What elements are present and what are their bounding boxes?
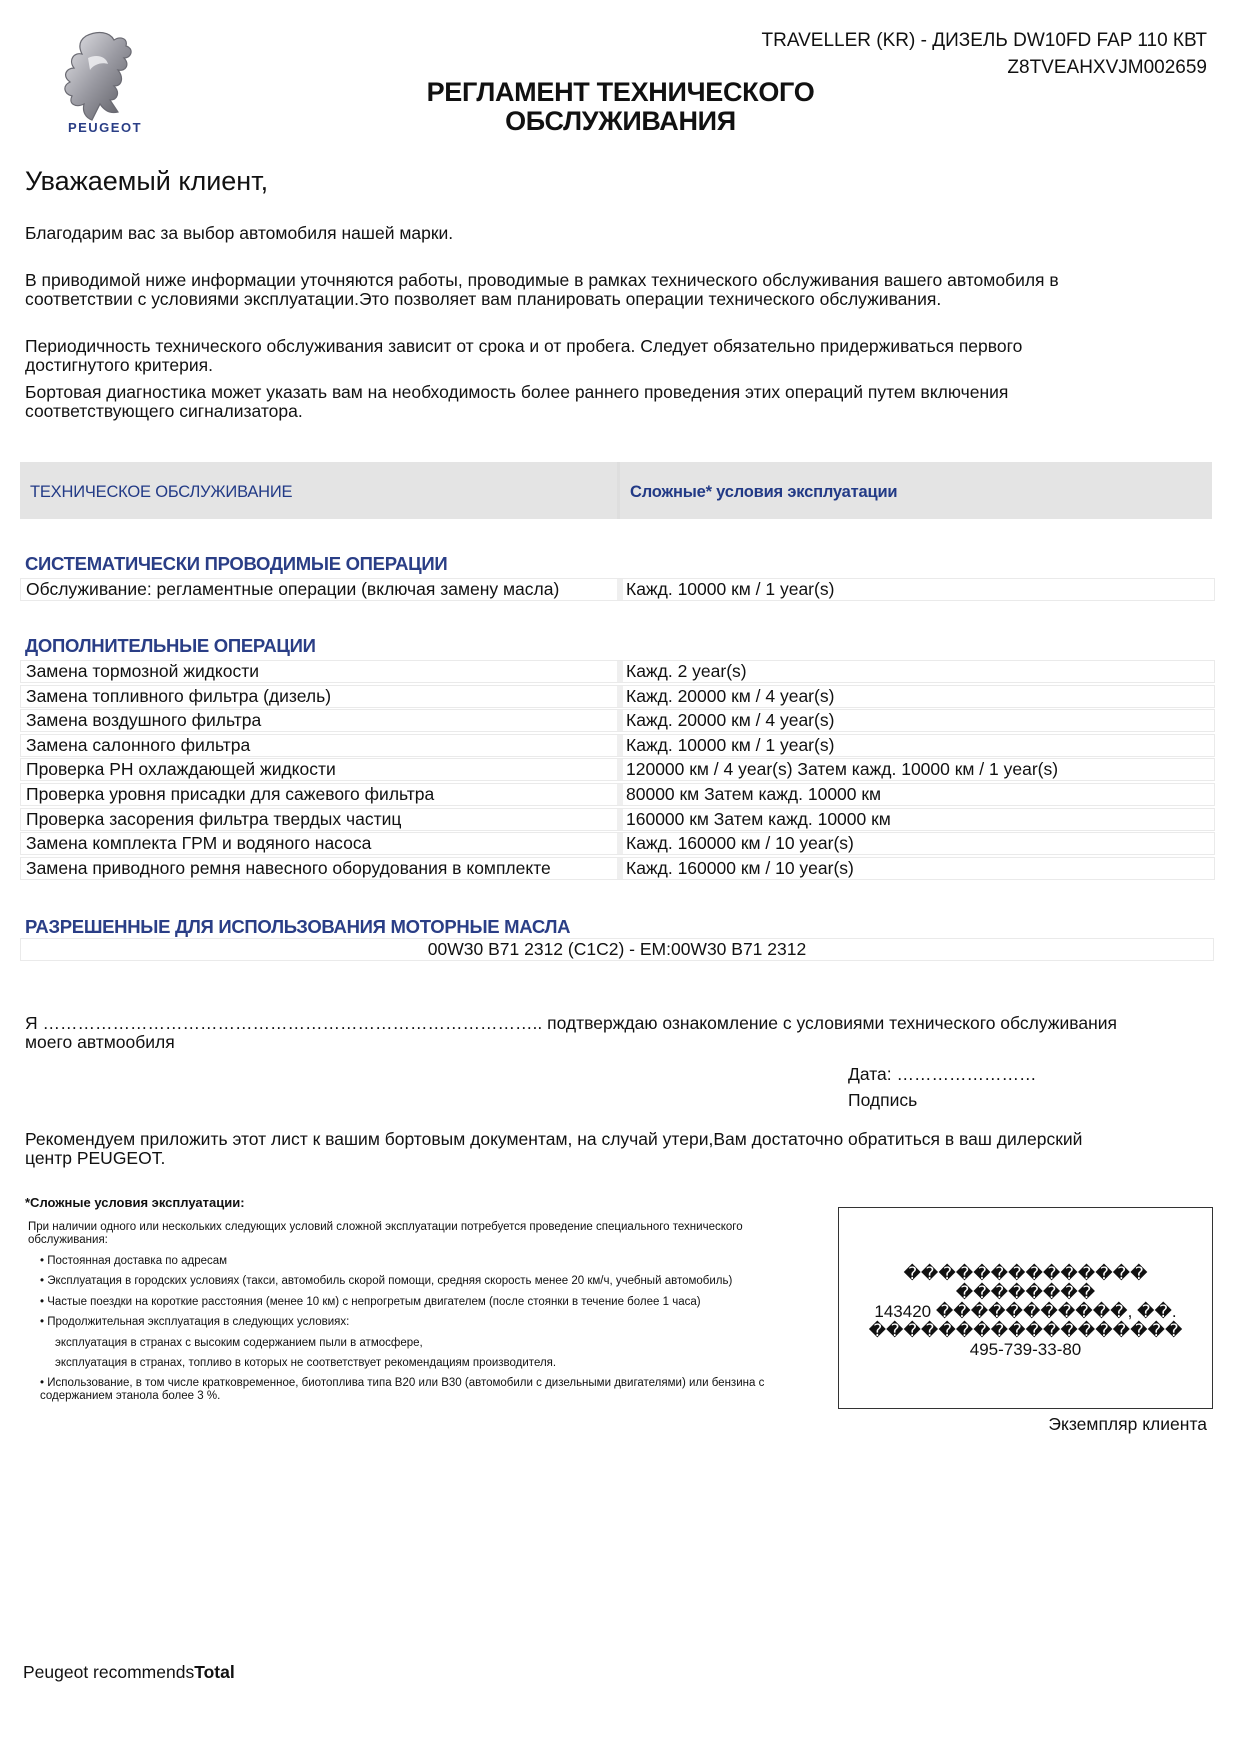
operation-interval: 120000 км / 4 year(s) Затем кажд. 10000 км / 1 year(s) [626,759,1059,780]
condition-item: • Использование, в том числе кратковременное, биотоплива типа B20 или B30 (автомобили с дизельными двигателями) или бензина с содержанием этанола более 3 %. [40,1377,765,1402]
cell-separator [617,735,623,756]
table-row [20,808,1215,831]
logo-wordmark: PEUGEOT [67,120,143,135]
dealer-line: �������� [955,1283,1096,1302]
cell-separator [617,833,623,854]
cell-separator [617,710,623,731]
oil-spec: 00W30 B71 2312 (C1C2) - EM:00W30 B71 2312 [20,938,1214,961]
table-row [20,857,1215,880]
cell-separator [617,784,623,805]
operation-name: Замена воздушного фильтра [26,710,262,731]
conditions-title: *Сложные условия эксплуатации: [25,1195,245,1210]
operation-interval: 80000 км Затем кажд. 10000 км [626,784,882,804]
intro-paragraph-2: В приводимой ниже информации уточняются работы, проводимые в рамках технического обслуживания вашего автомобиля в соответствии с условиями эксплуатации.Это позволяет вам планировать операции технического обслуживания. [25,270,1059,309]
footer-text: Peugeot recommends [23,1662,195,1682]
recommendation: Рекомендуем приложить этот лист к вашим бортовым документам, на случай утери,Вам достаточно обратиться в ваш дилерский центр PEUGEOT. [25,1129,1083,1168]
cell-separator [617,579,623,600]
vehicle-info [762,27,1207,81]
operation-name: Замена приводного ремня навесного оборудования в комплекте [26,857,551,878]
dealer-line: ������������������ [868,1321,1183,1340]
operation-name: Замена салонного фильтра [26,734,251,755]
confirm-statement: Я ………………………………………………………………………….. подтверждаю ознакомление с условиями технического обслуживания моего автмообиля [25,1013,1117,1052]
operation-interval: Кажд. 10000 км / 1 year(s) [626,734,835,755]
dealer-line: 143420 �����������, ��. [874,1302,1177,1321]
operation-interval: 160000 км Затем кажд. 10000 км [626,808,891,829]
condition-item: • Эксплуатация в городских условиях (такси, автомобиль скорой помощи, средняя скорость менее 20 км/ч, учебный автомобиль) [40,1275,733,1287]
dealer-stamp [838,1207,1213,1409]
dealer-phone: 495-739-33-80 [969,1340,1082,1359]
copy-label: Экземпляр клиента [1048,1414,1207,1434]
cell-separator [617,686,623,707]
table-row [20,758,1215,781]
operation-name: Проверка уровня присадки для сажевого фильтра [26,784,435,804]
section-title-additional: ДОПОЛНИТЕЛЬНЫЕ ОПЕРАЦИИ [25,635,316,656]
table-header [20,462,1212,519]
condition-subitem: эксплуатация в странах, топливо в которых не соответствует рекомендациям производителя. [55,1357,557,1369]
operation-name: Замена тормозной жидкости [26,661,260,681]
dealer-line: �������������� [903,1264,1148,1283]
condition-item: • Постоянная доставка по адресам [40,1255,228,1267]
table-row [20,709,1215,732]
operation-name: Замена топливного фильтра (дизель) [26,685,332,706]
operation-interval: Кажд. 160000 км / 10 year(s) [626,833,854,854]
table-row [20,832,1215,855]
operation-name: Замена комплекта ГРМ и водяного насоса [26,833,372,854]
page-title: РЕГЛАМЕНТ ТЕХНИЧЕСКОГО ОБСЛУЖИВАНИЯ [426,77,815,136]
table-row [20,734,1215,757]
table-row [20,660,1215,683]
date-field: Дата: …………………… [848,1064,1037,1084]
table-row [20,685,1215,708]
footer-brand: Total [194,1662,235,1682]
operation-name: Обслуживание: регламентные операции (включая замену масла) [26,579,560,599]
table-header-col2: Сложные* условия эксплуатации [630,483,898,501]
section-title-systematic: СИСТЕМАТИЧЕСКИ ПРОВОДИМЫЕ ОПЕРАЦИИ [25,553,448,574]
operation-interval: Кажд. 20000 км / 4 year(s) [626,710,835,731]
vehicle-model: TRAVELLER (KR) - ДИЗЕЛЬ DW10FD FAP 110 КВТ [761,30,1207,51]
table-header-col1: ТЕХНИЧЕСКОЕ ОБСЛУЖИВАНИЕ [30,483,293,501]
operation-name: Проверка PH охлаждающей жидкости [26,759,336,780]
signature-label: Подпись [848,1090,918,1110]
greeting: Уважаемый клиент, [25,166,269,196]
vehicle-vin: Z8TVEAHXVJM002659 [1007,57,1207,78]
cell-separator [617,809,623,830]
cell-separator [617,661,623,682]
cell-separator [617,858,623,879]
table-row [20,578,1215,601]
table-row [20,783,1215,806]
condition-item: • Продолжительная эксплуатация в следующих условиях: [40,1316,350,1328]
footer [23,1662,235,1683]
condition-item: • Частые поездки на короткие расстояния (менее 10 км) с непрогретым двигателем (после стоянки в течение более 1 часа) [40,1296,701,1308]
intro-paragraph-3: Периодичность технического обслуживания зависит от срока и от пробега. Следует обязательно придерживаться первого достигнутого критерия. [25,336,1023,375]
intro-paragraph-1: Благодарим вас за выбор автомобиля нашей марки. [25,223,454,243]
operation-interval: Кажд. 2 year(s) [626,661,747,681]
operation-interval: Кажд. 20000 км / 4 year(s) [626,685,835,706]
section-title-oils: РАЗРЕШЕННЫЕ ДЛЯ ИСПОЛЬЗОВАНИЯ МОТОРНЫЕ МАСЛА [25,916,571,937]
condition-subitem: эксплуатация в странах с высоким содержанием пыли в атмосфере, [55,1337,423,1349]
cell-separator [617,759,623,780]
operation-name: Проверка засорения фильтра твердых частиц [26,808,402,829]
intro-paragraph-4: Бортовая диагностика может указать вам на необходимость более раннего проведения этих операций путем включения соответствующего сигнализатора. [25,382,1009,421]
conditions-intro: При наличии одного или нескольких следующих условий сложной эксплуатации потребуется проведение специального технического обслуживания: [28,1221,743,1246]
operation-interval: Кажд. 160000 км / 10 year(s) [626,857,854,878]
operation-interval: Кажд. 10000 км / 1 year(s) [626,579,835,599]
